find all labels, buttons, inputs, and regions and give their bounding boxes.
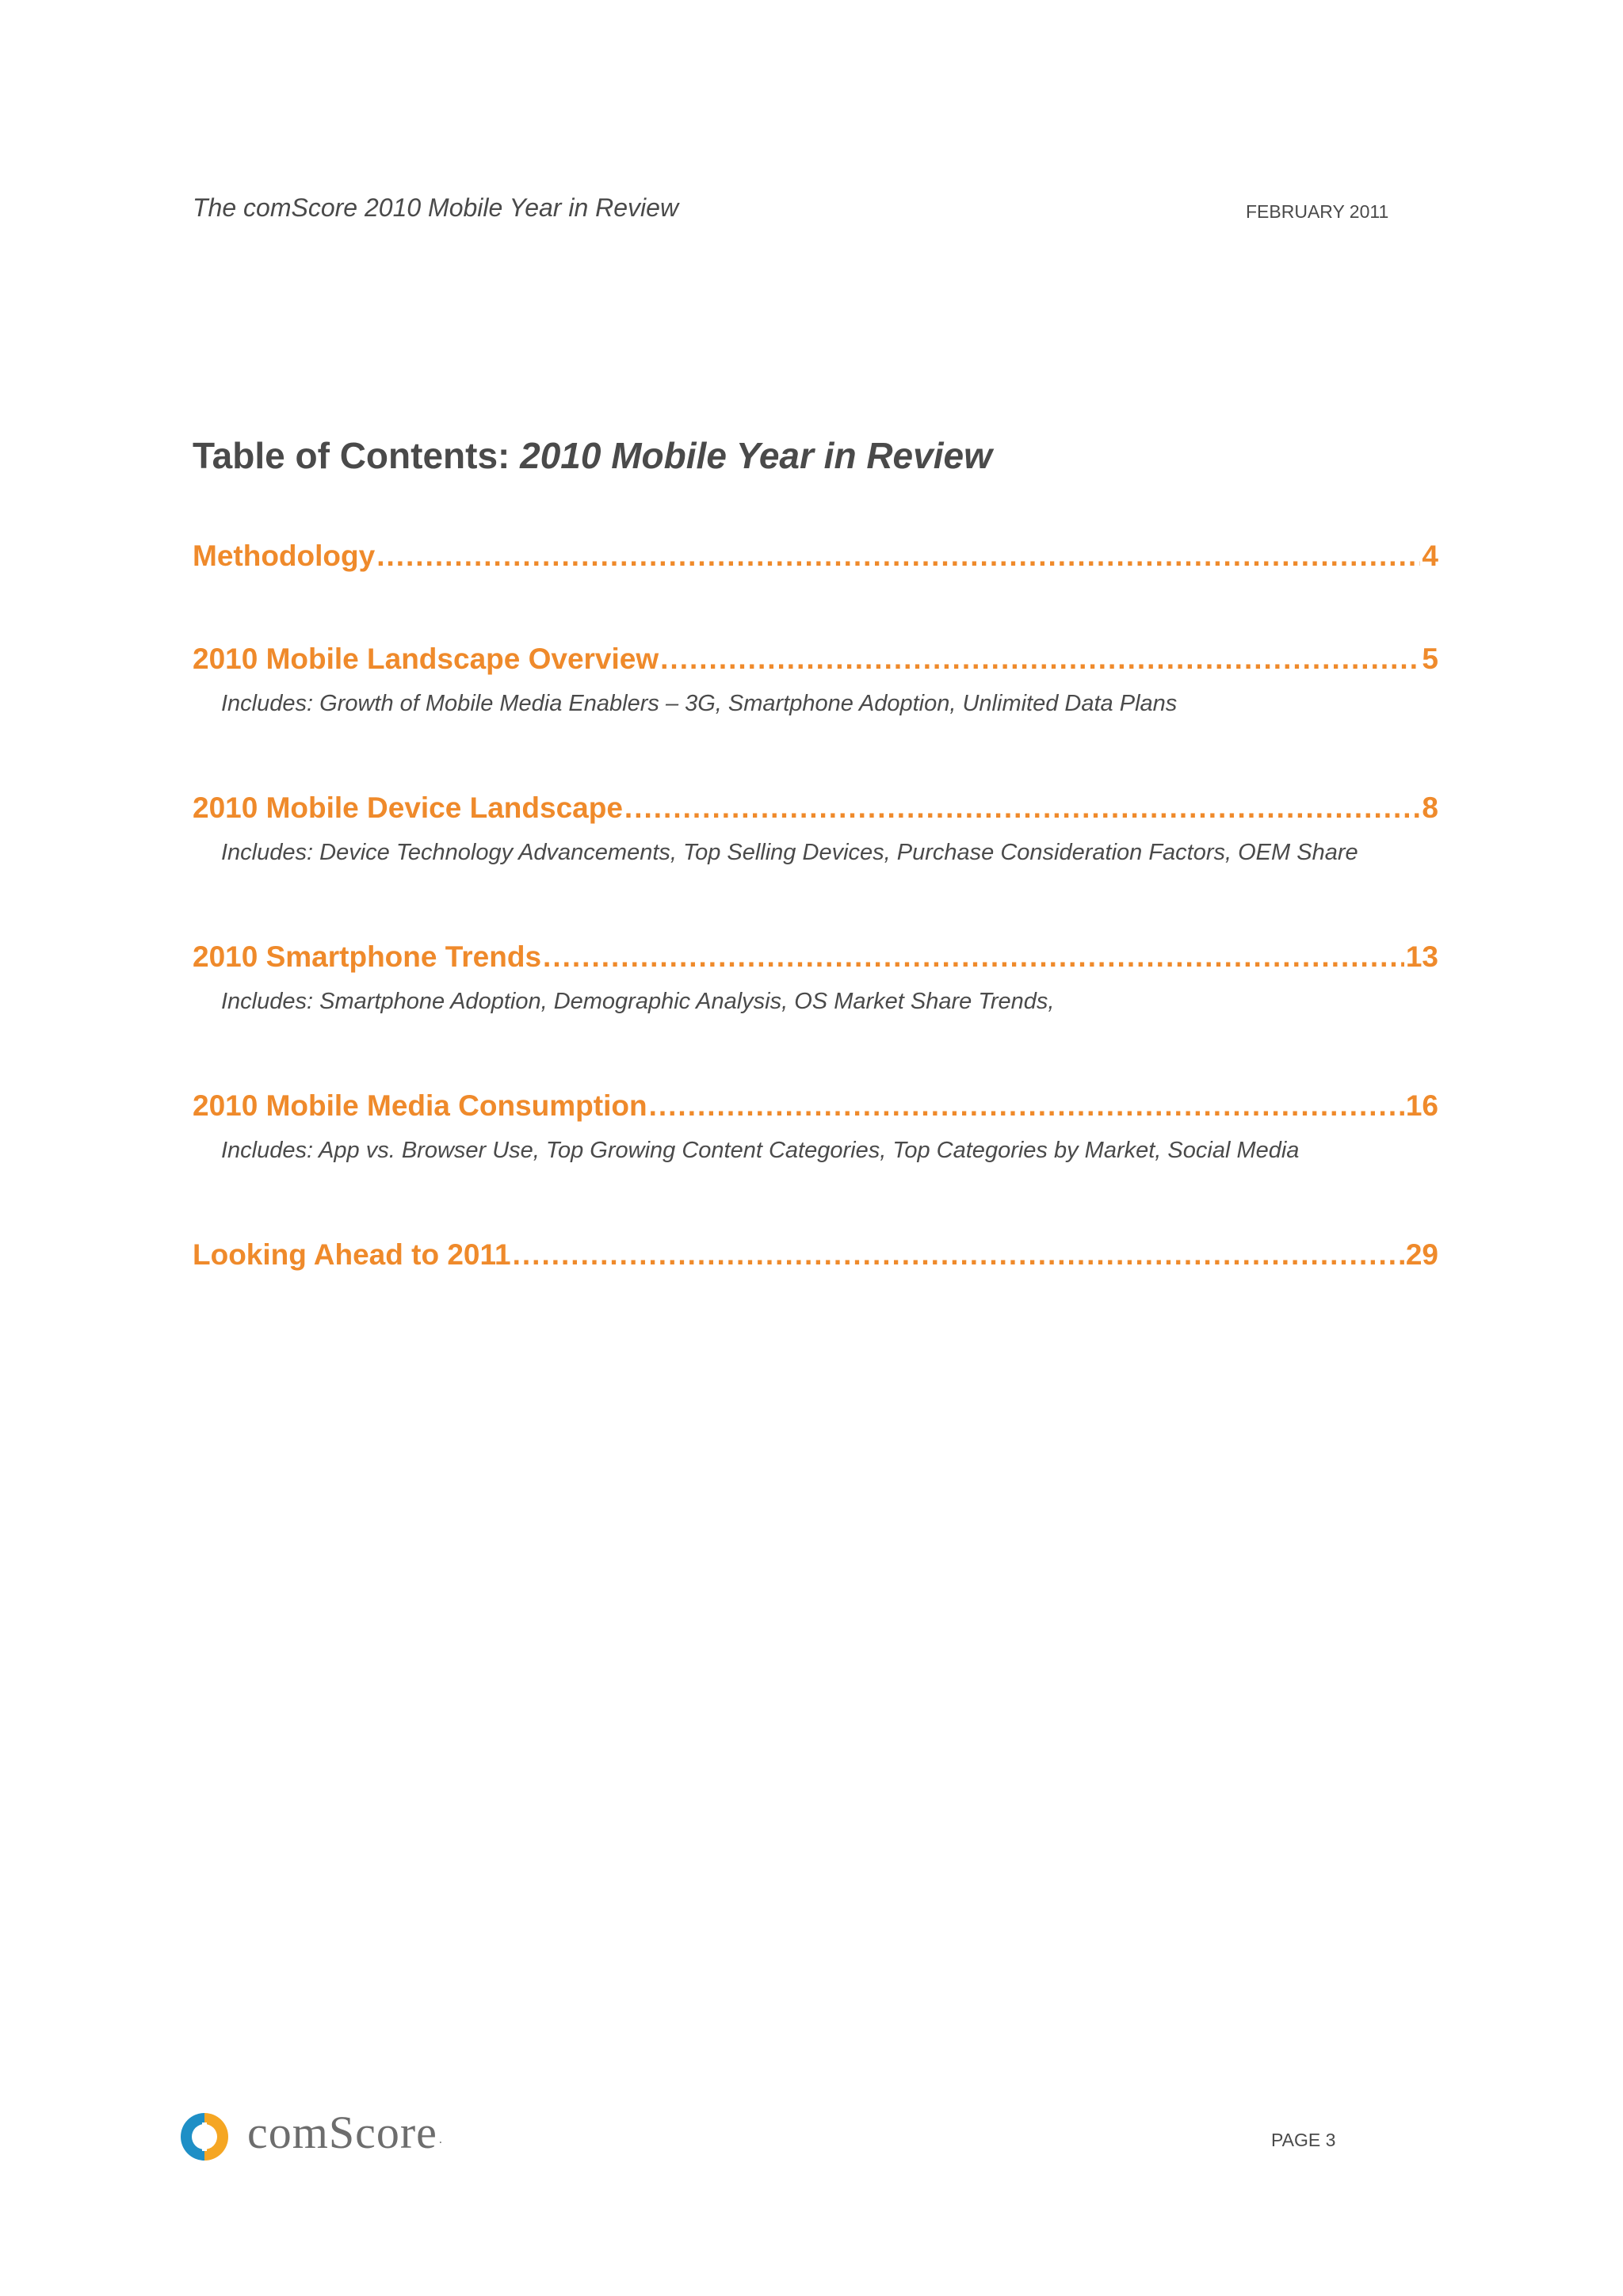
comscore-logo-icon xyxy=(179,2111,230,2162)
toc-entry-label: 2010 Mobile Landscape Overview xyxy=(193,643,659,675)
toc-heading xyxy=(193,434,992,477)
toc-entry-label: 2010 Smartphone Trends xyxy=(193,940,542,973)
toc-entry-label: 2010 Mobile Device Landscape xyxy=(193,791,623,824)
toc-leader-dots xyxy=(649,1089,1404,1123)
toc-leader-dots xyxy=(513,1238,1404,1272)
toc-entry-label: Looking Ahead to 2011 xyxy=(193,1238,511,1271)
toc-link-landscape-overview[interactable] xyxy=(193,642,1438,677)
toc-entry-page: 4 xyxy=(1422,540,1438,572)
toc-entry-description: Includes: Growth of Mobile Media Enablers – 3G, Smartphone Adoption, Unlimited Data Plans xyxy=(221,691,1178,716)
toc-entry-description: Includes: Smartphone Adoption, Demographic Analysis, OS Market Share Trends, xyxy=(221,989,1055,1014)
toc-entry-page: 5 xyxy=(1422,643,1438,675)
toc-entry-media-consumption xyxy=(193,1089,1438,1165)
toc-heading-main: Table of Contents: xyxy=(193,435,521,476)
toc-link-device-landscape[interactable] xyxy=(193,791,1438,826)
toc-entry-landscape-overview xyxy=(193,642,1438,718)
document-title: The comScore 2010 Mobile Year in Review xyxy=(193,193,679,222)
toc-link-smartphone-trends[interactable] xyxy=(193,940,1438,974)
toc-entry-page: 16 xyxy=(1405,1089,1438,1122)
toc-entry-page: 13 xyxy=(1405,940,1438,973)
toc-entry-label: Methodology xyxy=(193,540,376,572)
toc-entry-methodology xyxy=(193,539,1438,574)
toc-entry-page: 8 xyxy=(1422,791,1438,824)
document-date: FEBRUARY 2011 xyxy=(1246,201,1389,222)
toc-leader-dots xyxy=(660,642,1420,677)
toc-link-looking-ahead[interactable] xyxy=(193,1238,1438,1272)
toc-entry-description: Includes: Device Technology Advancements, Top Selling Devices, Purchase Consideration Factors, OEM Share xyxy=(221,840,1358,865)
toc-link-media-consumption[interactable] xyxy=(193,1089,1438,1123)
toc-entry-page: 29 xyxy=(1405,1238,1438,1271)
toc-entry-label: 2010 Mobile Media Consumption xyxy=(193,1089,647,1122)
toc-leader-dots xyxy=(376,539,1420,574)
toc-link-methodology[interactable] xyxy=(193,539,1438,574)
toc-entry-smartphone-trends xyxy=(193,940,1438,1016)
toc-leader-dots xyxy=(543,940,1404,974)
comscore-logo xyxy=(179,2107,443,2165)
toc-entry-description: Includes: App vs. Browser Use, Top Growing Content Categories, Top Categories by Market, Social Media xyxy=(221,1138,1300,1163)
toc-entry-looking-ahead xyxy=(193,1238,1438,1272)
toc-entry-device-landscape xyxy=(193,791,1438,867)
page-number: PAGE 3 xyxy=(1271,2130,1336,2150)
toc-heading-italic: 2010 Mobile Year in Review xyxy=(520,435,992,476)
comscore-logo-wordmark: comScore . xyxy=(247,2107,443,2158)
toc-leader-dots xyxy=(624,791,1421,826)
